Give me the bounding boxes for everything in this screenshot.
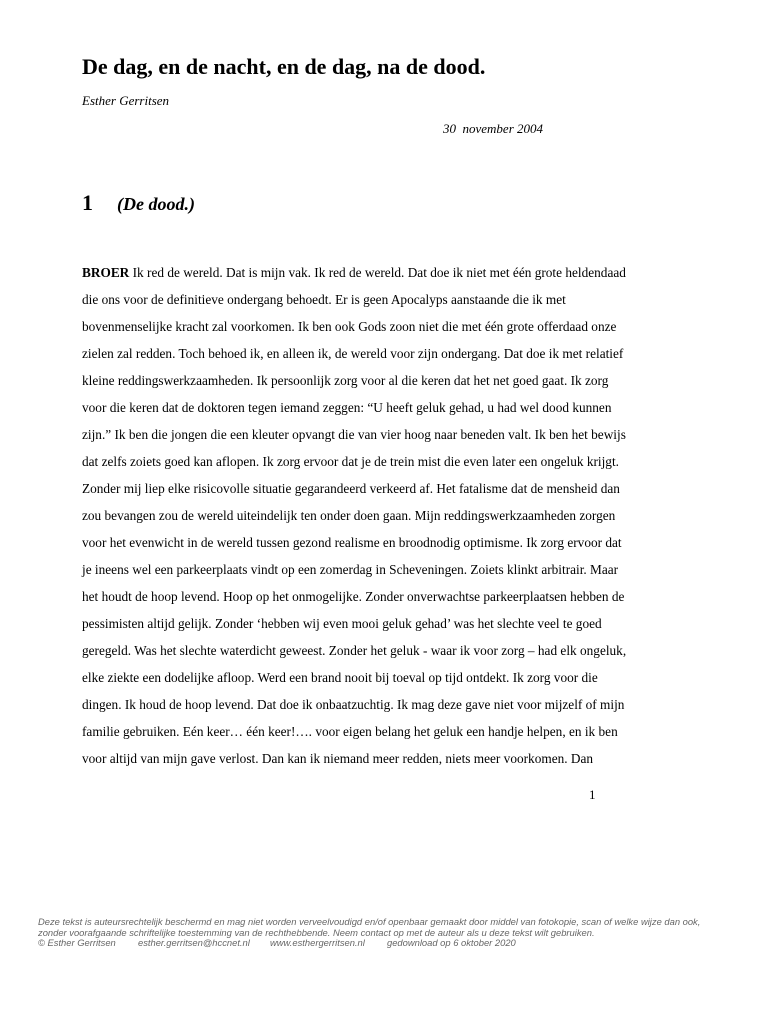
copyright-notice-line: Deze tekst is auteursrechtelijk beschermd en mag niet worden verveelvoudigd en/of openbaar gemaakt door middel van fotokopie, scan of welke wijze dan ook, <box>38 916 701 927</box>
copyright-footer <box>38 917 738 949</box>
footer-download-date: gedownload op 6 oktober 2020 <box>387 937 516 948</box>
text-line: zielen zal redden. Toch behoed ik, en alleen ik, de wereld voor zijn ondergang. Dat doe ik met relatief <box>82 346 624 361</box>
speaker-name: BROER <box>82 265 130 280</box>
text-line: voor altijd van mijn gave verlost. Dan kan ik niemand meer redden, niets meer voorkomen. Dan <box>82 751 594 766</box>
text-line: zijn.” Ik ben die jongen die een kleuter opvangt die van vier hoog naar beneden valt. Ik ben het bewijs <box>82 427 626 442</box>
chapter-title: (De dood.) <box>117 194 195 214</box>
text-line: zou bevangen zou de wereld uiteindelijk ten onder doen gaan. Mijn reddingswerkzaamheden zorgen <box>82 508 616 523</box>
text-line: pessimisten altijd gelijk. Zonder ‘hebben wij even mooi geluk gehad’ was het slechte veel te goed <box>82 616 602 631</box>
text-line: kleine reddingswerkzaamheden. Ik persoonlijk zorg voor al die keren dat het net goed gaat. Ik zorg <box>82 373 609 388</box>
copyright-notice-line: zonder voorafgaande schriftelijke toestemming van de rechthebbende. Neem contact op met de auteur als u deze tekst wilt gebruiken. <box>38 926 595 938</box>
text-line-content: Ik red de wereld. Dat is mijn vak. Ik red de wereld. Dat doe ik niet met één grote heldendaad <box>129 265 626 280</box>
text-line: dat zelfs zoiets goed kan aflopen. Ik zorg ervoor dat je de trein mist die even later een ongeluk krijgt. <box>82 454 619 469</box>
text-line: familie gebruiken. Eén keer… één keer!…. voor eigen belang het geluk een handje helpen, en ik ben <box>82 724 618 739</box>
text-line: geregeld. Was het slechte waterdicht geweest. Zonder het geluk - waar ik voor zorg – had elk ongeluk, <box>82 643 627 658</box>
text-line: voor die keren dat de doktoren tegen iemand zeggen: “U heeft geluk gehad, u had wel dood kunnen <box>82 400 612 415</box>
text-line: bovenmenselijke kracht zal voorkomen. Ik ben ook Gods zoon niet die met één grote offerdaad onze <box>82 319 617 334</box>
text-line: voor het evenwicht in de wereld tussen gezond realisme en broodnodig optimisme. Ik zorg ervoor dat <box>82 535 622 550</box>
author-name: Esther Gerritsen <box>82 93 170 108</box>
body-text <box>82 259 627 772</box>
text-line: dingen. Ik houd de hoop levend. Dat doe ik onbaatzuchtig. Ik mag deze gave niet voor mijzelf of mijn <box>82 697 625 712</box>
chapter-heading <box>82 188 195 221</box>
page-number: 1 <box>589 787 596 802</box>
text-line <box>82 259 626 286</box>
chapter-number: 1 <box>82 190 93 215</box>
footer-author: © Esther Gerritsen <box>38 937 116 948</box>
text-line: Zonder mij liep elke risicovolle situatie gegarandeerd verkeerd af. Het fatalisme dat de mensheid dan <box>82 481 620 496</box>
text-line: elke ziekte een dodelijke afloop. Werd een brand nooit bij toeval op tijd ontdekt. Ik zorg voor die <box>82 670 598 685</box>
document-title: De dag, en de nacht, en de dag, na de dood. <box>82 54 486 79</box>
footer-email: esther.gerritsen@hccnet.nl <box>138 937 250 948</box>
footer-website: www.esthergerritsen.nl <box>270 937 365 948</box>
text-line: je ineens wel een parkeerplaats vindt op een zomerdag in Scheveningen. Zoiets klinkt arbitrair. Maar <box>82 562 619 577</box>
text-line: die ons voor de definitieve ondergang behoedt. Er is geen Apocalyps aanstaande die ik met <box>82 292 566 307</box>
document-date: 30 november 2004 <box>443 121 544 136</box>
text-line: het houdt de hoop levend. Hoop op het onmogelijke. Zonder onverwachtse parkeerplaatsen hebben de <box>82 589 625 604</box>
footer-meta <box>38 938 738 949</box>
